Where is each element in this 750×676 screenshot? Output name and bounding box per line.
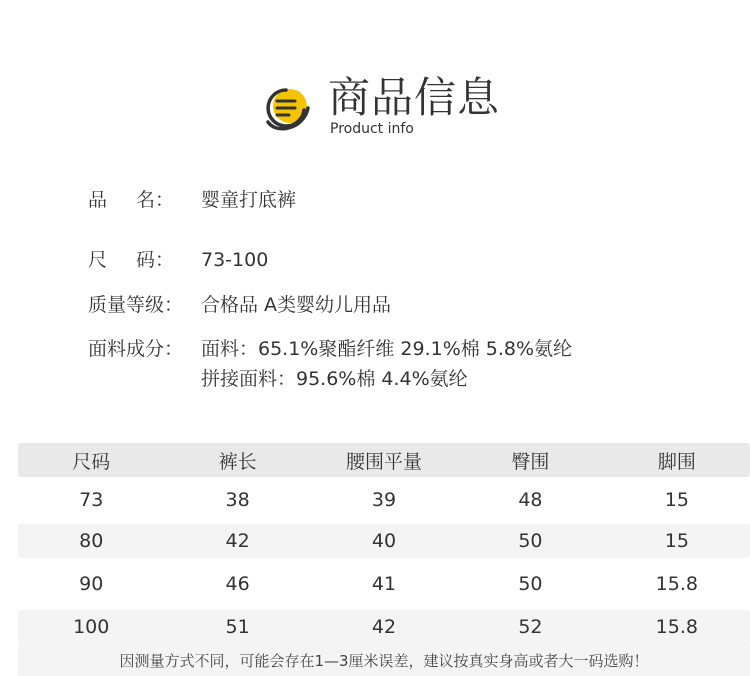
document-lines-icon (262, 82, 314, 134)
composition-line-1: 面料：65.1%聚酯纤维 29.1%棉 5.8%氨纶 (201, 338, 573, 360)
table-cell: 38 (225, 489, 250, 511)
table-cell: 39 (371, 489, 397, 511)
table-cell: 90 (79, 573, 104, 595)
table-cell: 15 (664, 530, 689, 552)
table-row (18, 567, 750, 601)
page-subtitle: Product info (330, 121, 414, 137)
table-header-row (18, 443, 750, 477)
name-label: 品 名： (88, 189, 174, 211)
table-cell: 73 (79, 489, 104, 511)
table-cell: 100 (73, 616, 110, 638)
table-cell: 80 (79, 530, 104, 552)
table-row (18, 610, 750, 644)
table-cell: 42 (371, 616, 397, 638)
measurement-note: 因测量方式不同，可能会存在1—3厘米误差，建议按真实身高或者大一码选购！ (18, 644, 750, 676)
size-value: 73-100 (201, 249, 269, 271)
table-cell: 15.8 (655, 573, 698, 595)
table-cell: 48 (518, 489, 543, 511)
table-cell: 50 (518, 573, 543, 595)
header-hip: 臀围 (511, 450, 550, 473)
table-cell: 15.8 (655, 616, 698, 638)
grade-value: 合格品 A类婴幼儿用品 (201, 294, 392, 316)
table-cell: 46 (225, 573, 250, 595)
table-cell: 41 (371, 573, 397, 595)
table-cell: 40 (371, 530, 397, 552)
header-length: 裤长 (218, 450, 257, 473)
header-waist: 腰围平量 (346, 450, 423, 473)
page-title: 商品信息 (328, 73, 501, 122)
table-cell: 50 (518, 530, 543, 552)
table-row (18, 524, 750, 558)
table-cell: 51 (225, 616, 250, 638)
header-size: 尺码 (72, 450, 111, 473)
size-label: 尺 码： (88, 249, 174, 271)
table-cell: 42 (225, 530, 250, 552)
section-header (262, 70, 502, 140)
table-cell: 52 (518, 616, 543, 638)
composition-line-2: 拼接面料：95.6%棉 4.4%氨纶 (201, 368, 468, 390)
composition-label: 面料成分： (88, 338, 184, 360)
grade-label: 质量等级： (88, 294, 184, 316)
table-cell: 15 (664, 489, 689, 511)
table-row (18, 483, 750, 517)
header-hem: 脚围 (657, 450, 696, 473)
name-value: 婴童打底裤 (201, 189, 297, 211)
